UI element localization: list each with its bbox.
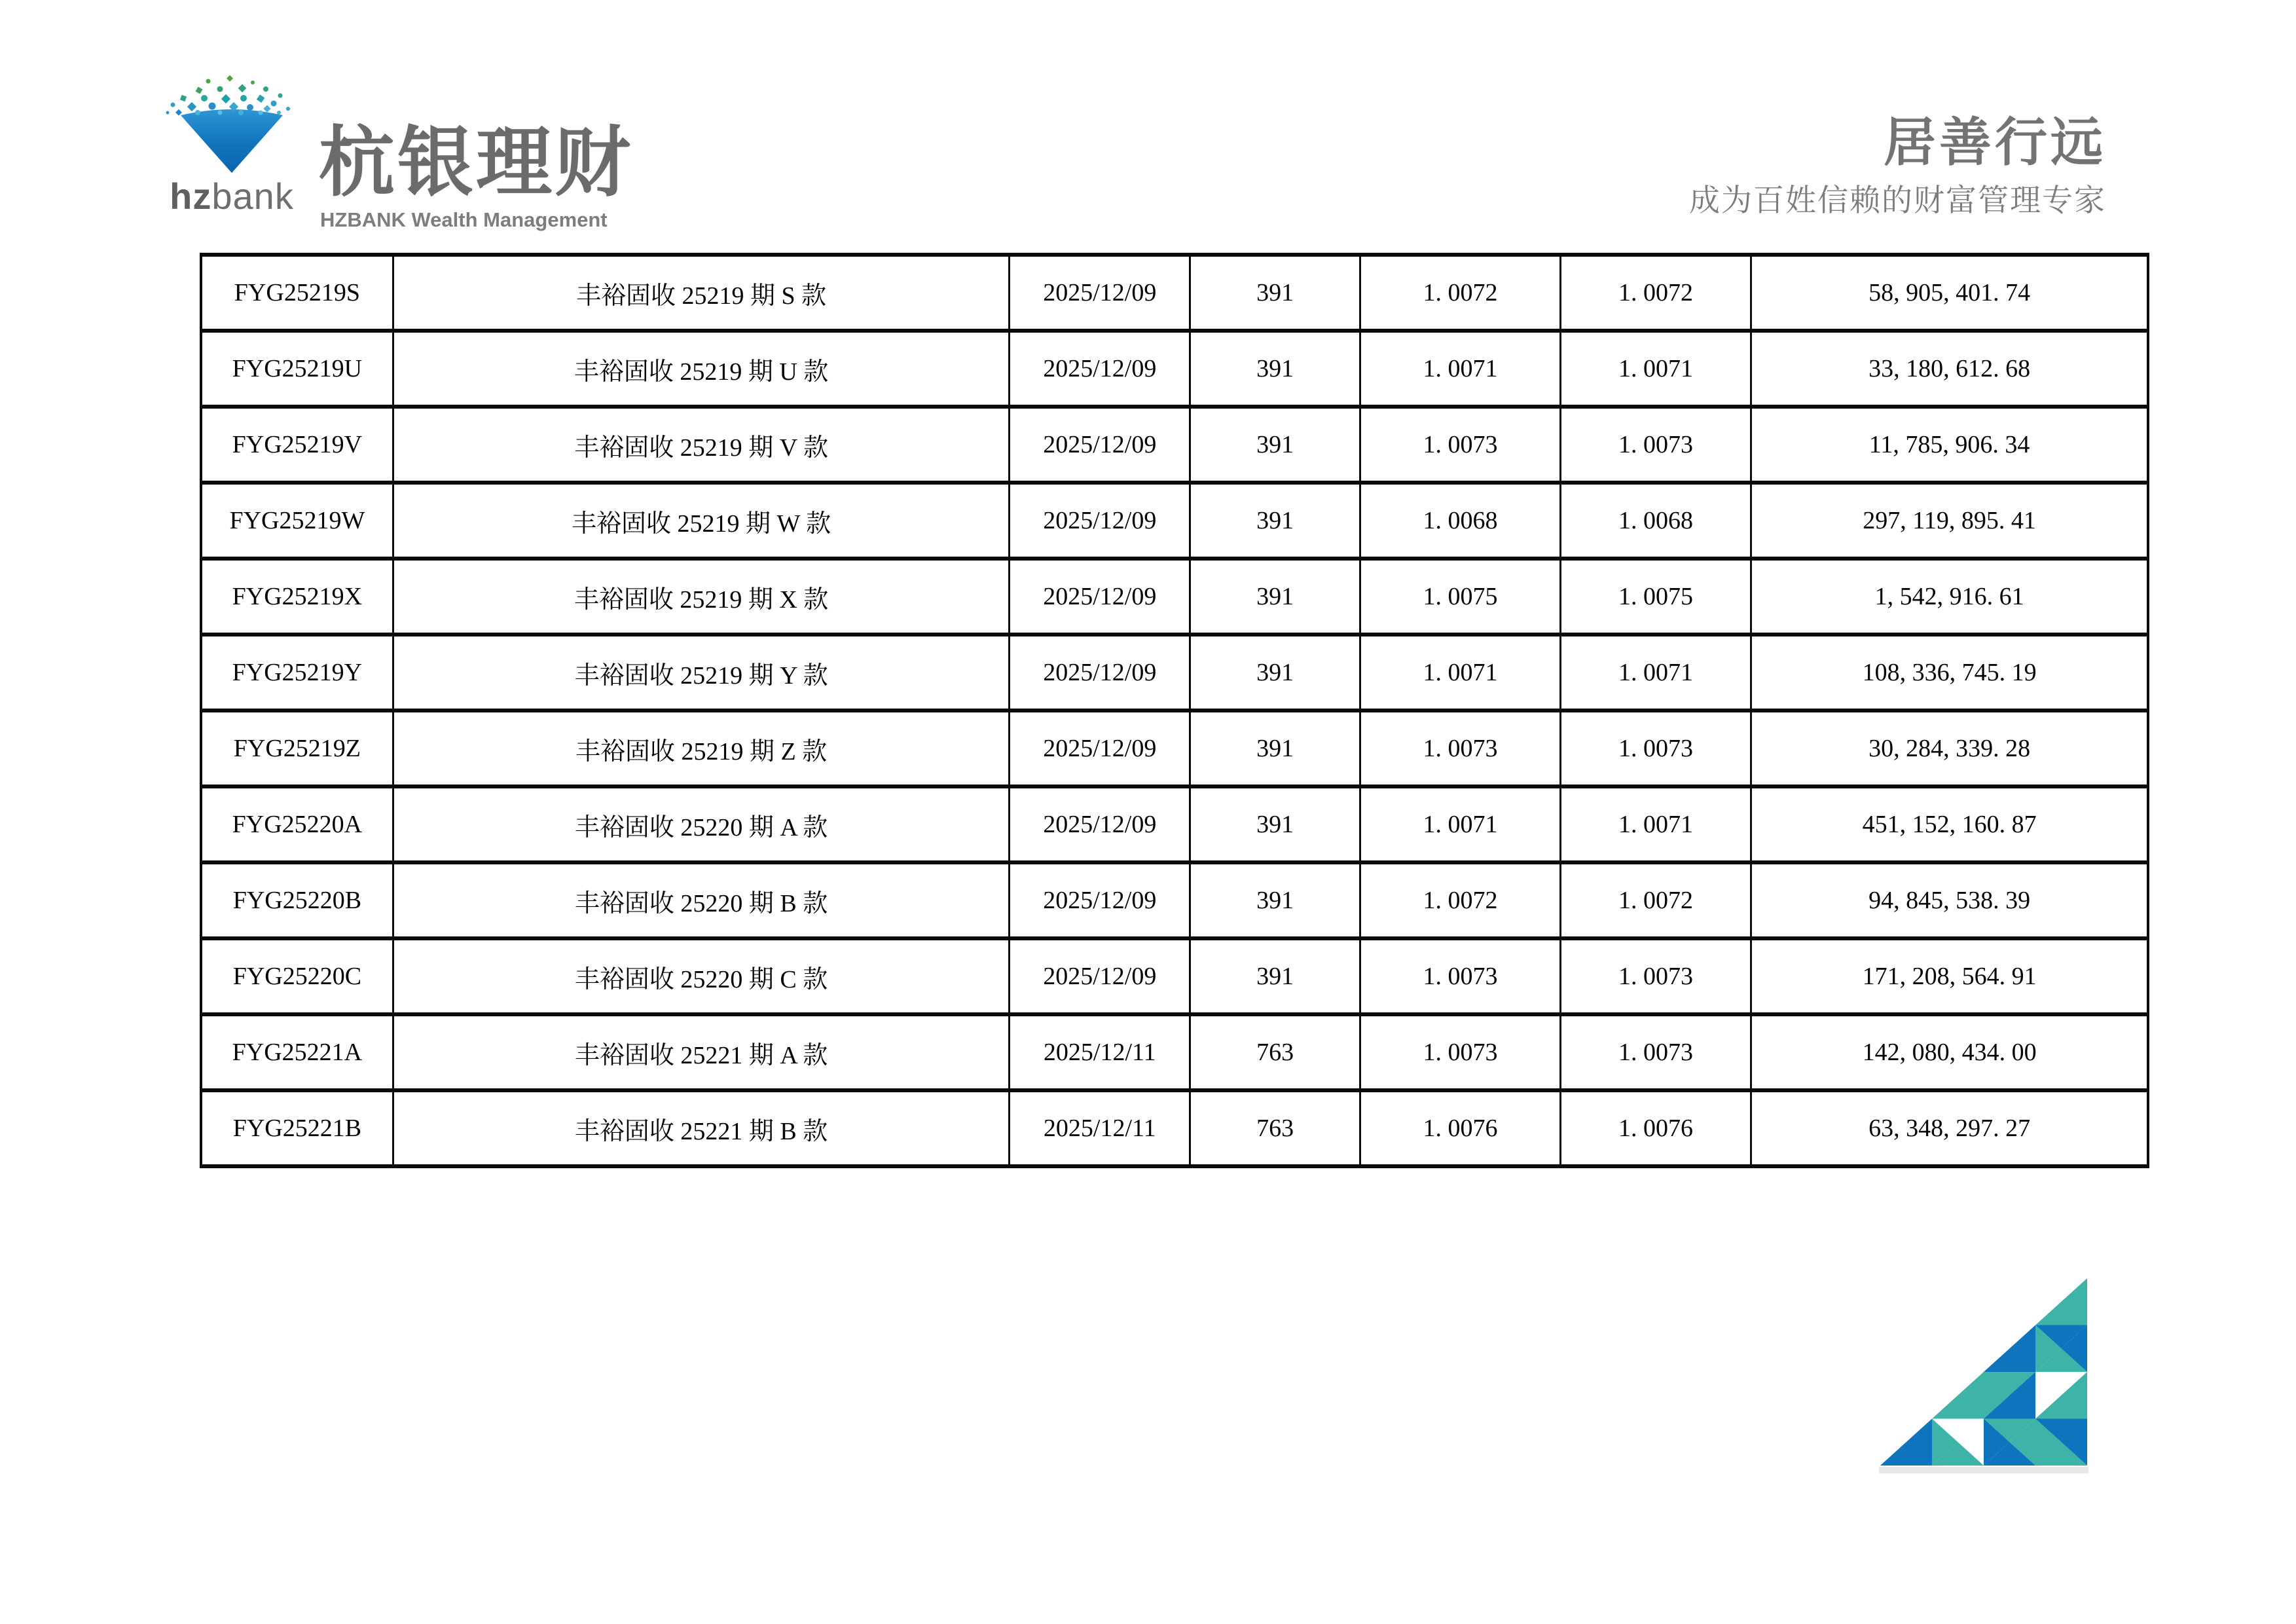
slogan-block	[1689, 113, 2106, 217]
cell-amount: 171, 208, 564. 91	[1751, 938, 2148, 1014]
cell-nav: 1. 0072	[1360, 255, 1561, 331]
cell-name: 丰裕固收 25221 期 A 款	[393, 1014, 1010, 1090]
slogan-title: 居善行远	[1884, 113, 2106, 172]
table-row	[201, 255, 2148, 331]
table-row	[201, 331, 2148, 407]
cell-code: FYG25219V	[201, 407, 393, 483]
cell-amount: 94, 845, 538. 39	[1751, 862, 2148, 938]
table-row	[201, 710, 2148, 786]
cell-nav: 1. 0071	[1360, 786, 1561, 862]
cell-date: 2025/12/09	[1010, 710, 1190, 786]
hzbank-wordmark-bank: bank	[211, 175, 294, 217]
cell-code: FYG25221B	[201, 1090, 393, 1166]
cell-code: FYG25219S	[201, 255, 393, 331]
nav-table	[200, 253, 2149, 1168]
cell-code: FYG25219X	[201, 559, 393, 635]
cell-nav: 1. 0073	[1360, 407, 1561, 483]
cell-date: 2025/12/09	[1010, 862, 1190, 938]
cell-cum_nav: 1. 0072	[1560, 255, 1751, 331]
cell-name: 丰裕固收 25219 期 W 款	[393, 483, 1010, 559]
cell-cum_nav: 1. 0073	[1560, 710, 1751, 786]
cell-days: 391	[1190, 559, 1360, 635]
cell-cum_nav: 1. 0073	[1560, 1014, 1751, 1090]
cell-name: 丰裕固收 25219 期 X 款	[393, 559, 1010, 635]
cell-date: 2025/12/09	[1010, 331, 1190, 407]
cell-amount: 108, 336, 745. 19	[1751, 635, 2148, 710]
table-row	[201, 938, 2148, 1014]
cell-date: 2025/12/09	[1010, 559, 1190, 635]
hzbank-wordmark-hz: hz	[170, 175, 212, 217]
cell-code: FYG25219W	[201, 483, 393, 559]
cell-cum_nav: 1. 0076	[1560, 1090, 1751, 1166]
cell-cum_nav: 1. 0071	[1560, 786, 1751, 862]
cell-days: 391	[1190, 938, 1360, 1014]
brand-en-name: HZBANK Wealth Management	[320, 208, 608, 231]
cell-code: FYG25219Z	[201, 710, 393, 786]
cell-date: 2025/12/09	[1010, 407, 1190, 483]
cell-date: 2025/12/09	[1010, 483, 1190, 559]
cell-name: 丰裕固收 25220 期 B 款	[393, 862, 1010, 938]
cell-date: 2025/12/09	[1010, 255, 1190, 331]
cell-days: 391	[1190, 407, 1360, 483]
cell-code: FYG25221A	[201, 1014, 393, 1090]
cell-days: 391	[1190, 635, 1360, 710]
table-row	[201, 1090, 2148, 1166]
cell-amount: 63, 348, 297. 27	[1751, 1090, 2148, 1166]
hzbank-wordmark	[157, 175, 306, 217]
table-row	[201, 862, 2148, 938]
table-row	[201, 559, 2148, 635]
cell-days: 763	[1190, 1090, 1360, 1166]
cell-nav: 1. 0073	[1360, 710, 1561, 786]
cell-amount: 451, 152, 160. 87	[1751, 786, 2148, 862]
cell-name: 丰裕固收 25220 期 C 款	[393, 938, 1010, 1014]
slogan-subtitle: 成为百姓信赖的财富管理专家	[1689, 183, 2106, 217]
cell-name: 丰裕固收 25219 期 Y 款	[393, 635, 1010, 710]
cell-cum_nav: 1. 0072	[1560, 862, 1751, 938]
brand-cn-name: 杭银理财	[319, 120, 633, 205]
cell-cum_nav: 1. 0073	[1560, 407, 1751, 483]
cell-amount: 33, 180, 612. 68	[1751, 331, 2148, 407]
cell-name: 丰裕固收 25219 期 V 款	[393, 407, 1010, 483]
cell-days: 391	[1190, 862, 1360, 938]
cell-name: 丰裕固收 25219 期 S 款	[393, 255, 1010, 331]
table-row	[201, 1014, 2148, 1090]
cell-amount: 297, 119, 895. 41	[1751, 483, 2148, 559]
corner-logo-underline	[1879, 1467, 2088, 1473]
cell-days: 763	[1190, 1014, 1360, 1090]
table-row	[201, 786, 2148, 862]
cell-name: 丰裕固收 25219 期 U 款	[393, 331, 1010, 407]
cell-cum_nav: 1. 0071	[1560, 331, 1751, 407]
cell-days: 391	[1190, 483, 1360, 559]
cell-date: 2025/12/11	[1010, 1090, 1190, 1166]
cell-nav: 1. 0073	[1360, 938, 1561, 1014]
cell-days: 391	[1190, 710, 1360, 786]
cell-days: 391	[1190, 331, 1360, 407]
cell-cum_nav: 1. 0075	[1560, 559, 1751, 635]
cell-name: 丰裕固收 25220 期 A 款	[393, 786, 1010, 862]
table-row	[201, 483, 2148, 559]
table-row	[201, 635, 2148, 710]
cell-days: 391	[1190, 255, 1360, 331]
cell-cum_nav: 1. 0073	[1560, 938, 1751, 1014]
cell-code: FYG25219U	[201, 331, 393, 407]
cell-amount: 142, 080, 434. 00	[1751, 1014, 2148, 1090]
cell-date: 2025/12/09	[1010, 635, 1190, 710]
cell-nav: 1. 0071	[1360, 635, 1561, 710]
cell-nav: 1. 0076	[1360, 1090, 1561, 1166]
cell-date: 2025/12/11	[1010, 1014, 1190, 1090]
cell-code: FYG25220A	[201, 786, 393, 862]
cell-code: FYG25219Y	[201, 635, 393, 710]
cell-amount: 30, 284, 339. 28	[1751, 710, 2148, 786]
cell-nav: 1. 0075	[1360, 559, 1561, 635]
cell-code: FYG25220B	[201, 862, 393, 938]
cell-cum_nav: 1. 0071	[1560, 635, 1751, 710]
cell-date: 2025/12/09	[1010, 938, 1190, 1014]
cell-cum_nav: 1. 0068	[1560, 483, 1751, 559]
cell-nav: 1. 0068	[1360, 483, 1561, 559]
cell-amount: 58, 905, 401. 74	[1751, 255, 2148, 331]
triangle-mosaic-icon	[1880, 1278, 2087, 1466]
cell-nav: 1. 0072	[1360, 862, 1561, 938]
cell-nav: 1. 0071	[1360, 331, 1561, 407]
table-row	[201, 407, 2148, 483]
hzbank-logo-icon	[162, 73, 301, 183]
cell-date: 2025/12/09	[1010, 786, 1190, 862]
cell-name: 丰裕固收 25219 期 Z 款	[393, 710, 1010, 786]
cell-nav: 1. 0073	[1360, 1014, 1561, 1090]
cell-days: 391	[1190, 786, 1360, 862]
cell-amount: 11, 785, 906. 34	[1751, 407, 2148, 483]
cell-amount: 1, 542, 916. 61	[1751, 559, 2148, 635]
cell-name: 丰裕固收 25221 期 B 款	[393, 1090, 1010, 1166]
table-body	[201, 255, 2148, 1166]
cell-code: FYG25220C	[201, 938, 393, 1014]
